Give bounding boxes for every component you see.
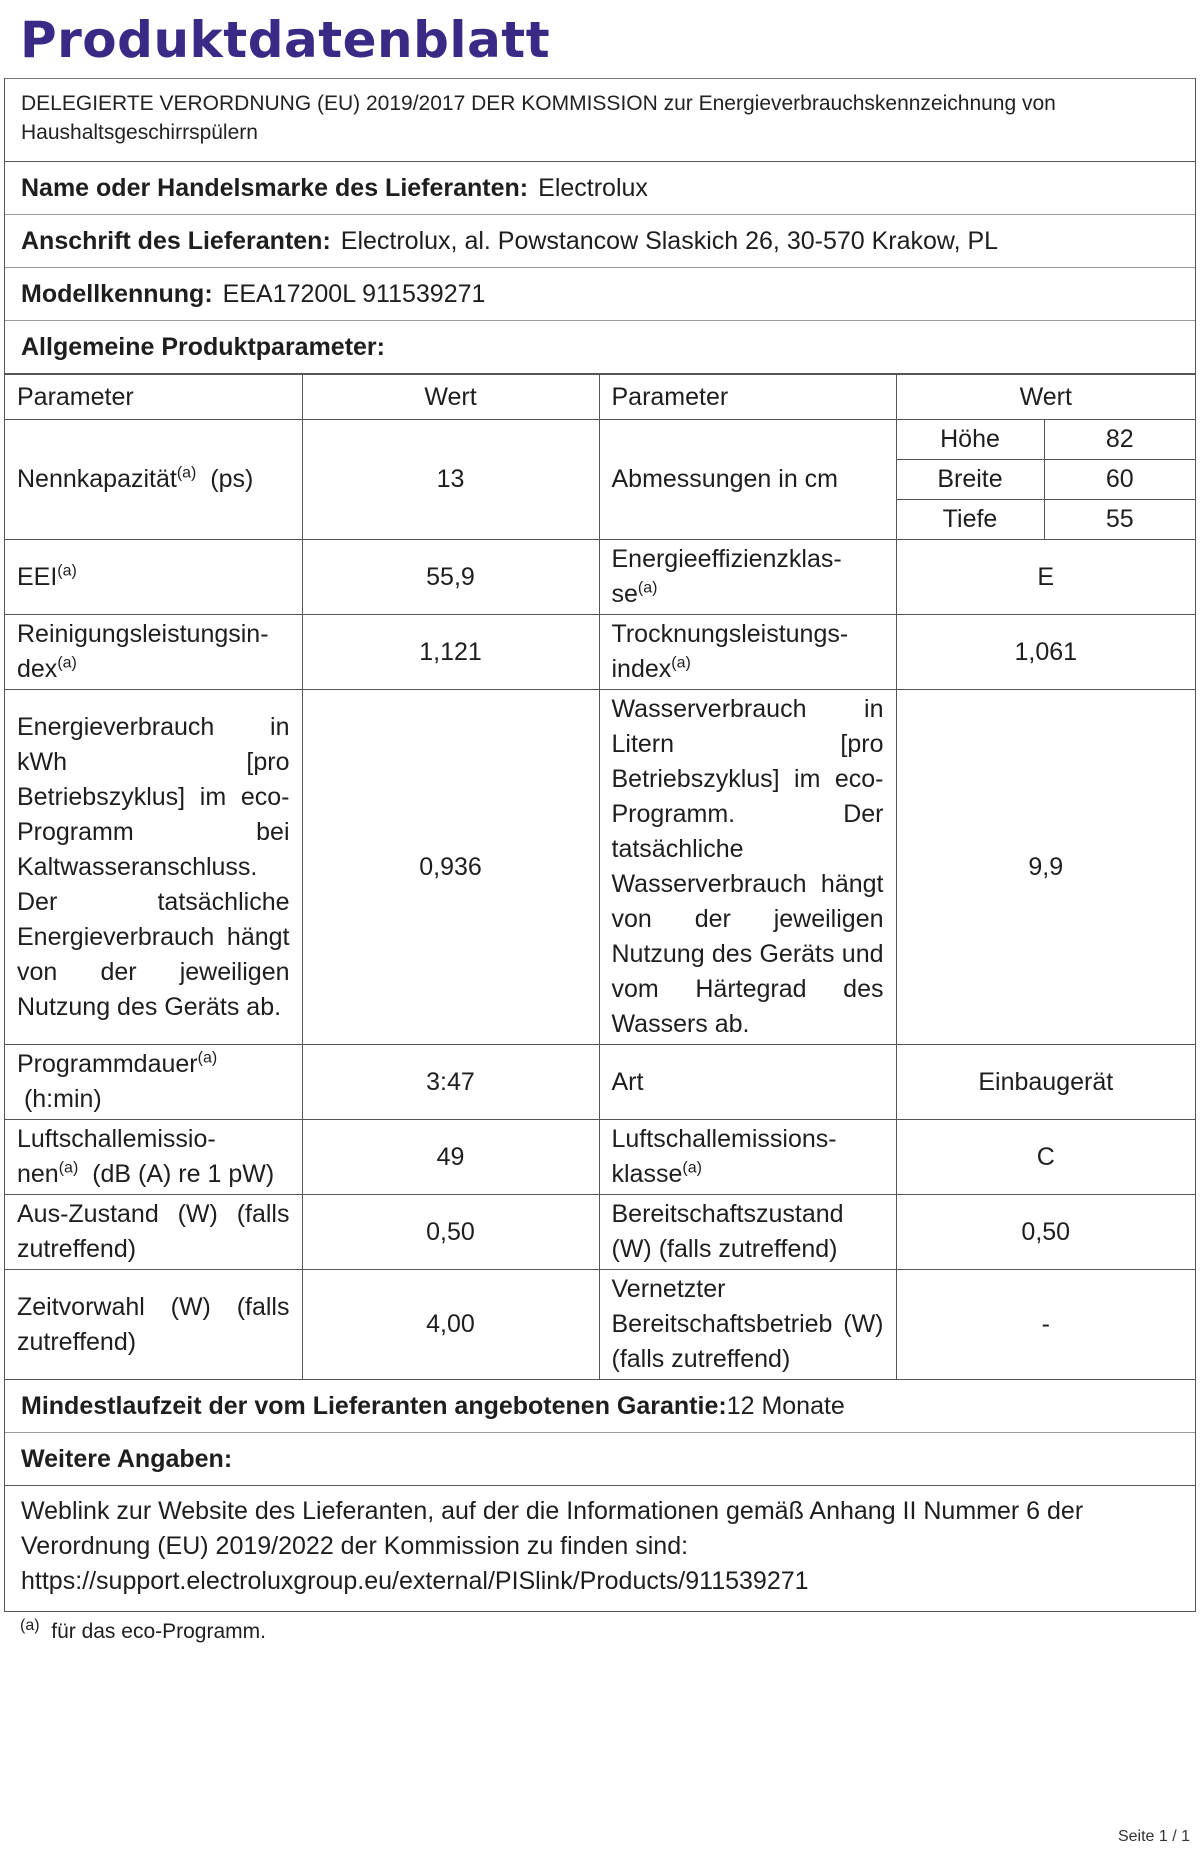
noise-class-label: Luftschallemissions- klasse$^{(a)}$: [599, 1120, 896, 1195]
drying-value: 1,061: [896, 615, 1195, 690]
general-params-row: [5, 321, 1195, 374]
energy-consumption-value: 0,936: [302, 690, 599, 1045]
general-params-label: Allgemeine Produktparameter:: [21, 333, 385, 361]
width-value: 60: [1044, 460, 1195, 500]
parameter-table: [5, 374, 1195, 1380]
networked-standby-value: -: [896, 1270, 1195, 1380]
table-row: [5, 690, 1195, 1045]
supplier-address-row: [5, 215, 1195, 268]
datasheet-box: [4, 78, 1196, 1612]
table-row: [5, 1270, 1195, 1380]
depth-label: Tiefe: [896, 500, 1044, 540]
cleaning-value: 1,121: [302, 615, 599, 690]
supplier-address-label: Anschrift des Lieferanten:: [21, 227, 331, 255]
table-row: [5, 540, 1195, 615]
water-consumption-value: 9,9: [896, 690, 1195, 1045]
noise-label: Luftschallemissio- nen$^{(a)}$ (dB (A) re 1 pW): [5, 1120, 302, 1195]
header-parameter-1: Parameter: [5, 375, 302, 420]
model-label: Modellkennung:: [21, 280, 213, 308]
table-row: [5, 615, 1195, 690]
standby-value: 0,50: [896, 1195, 1195, 1270]
networked-standby-label: Vernetzter Bereitschaftsbetrieb (W) (falls zutreffend): [599, 1270, 896, 1380]
table-row: [5, 1195, 1195, 1270]
warranty-value: 12 Monate: [726, 1392, 845, 1420]
header-value-1: Wert: [302, 375, 599, 420]
capacity-label: Nennkapazität$^{(a)}$ (ps): [5, 420, 302, 540]
energy-class-value: E: [896, 540, 1195, 615]
type-value: Einbaugerät: [896, 1045, 1195, 1120]
height-label: Höhe: [896, 420, 1044, 460]
header-parameter-2: Parameter: [599, 375, 896, 420]
off-mode-label: Aus-Zustand (W) (falls zutreffend): [5, 1195, 302, 1270]
width-label: Breite: [896, 460, 1044, 500]
further-info-label: Weitere Angaben:: [21, 1445, 233, 1473]
standby-label: Bereitschaftszustand (W) (falls zutreffend): [599, 1195, 896, 1270]
table-header-row: [5, 375, 1195, 420]
depth-value: 55: [1044, 500, 1195, 540]
duration-value: 3:47: [302, 1045, 599, 1120]
table-row: [5, 420, 1195, 460]
noise-value: 49: [302, 1120, 599, 1195]
supplier-name-row: [5, 162, 1195, 215]
footnote-marker: (a): [20, 1617, 40, 1634]
off-mode-value: 0,50: [302, 1195, 599, 1270]
regulation-text: DELEGIERTE VERORDNUNG (EU) 2019/2017 DER KOMMISSION zur Energieverbrauchskennzeichnung von Haushaltsgeschirrspülern: [5, 79, 1195, 162]
cleaning-label: Reinigungsleistungsin- dex$^{(a)}$: [5, 615, 302, 690]
weblink-text: Weblink zur Website des Lieferanten, auf der die Informationen gemäß Anhang II Nummer 6 der Verordnung (EU) 2019/2022 der Kommission zu finden sind: https://support.electroluxgroup.eu/external/PISlink/Products/911539271: [5, 1485, 1195, 1611]
water-consumption-label: Wasserverbrauch in Litern [pro Betriebszyklus] im eco-Programm. Der tatsächliche Wasserverbrauch hängt von der jeweiligen Nutzung des Geräts und vom Härtegrad des Wassers ab.: [599, 690, 896, 1045]
energy-class-label: Energieeffizienzklas- $se^{(a)}$: [599, 540, 896, 615]
type-label: Art: [599, 1045, 896, 1120]
delay-start-label: Zeitvorwahl (W) (falls zutreffend): [5, 1270, 302, 1380]
duration-label: Programmdauer$^{(a)}$ (h:min): [5, 1045, 302, 1120]
warranty-row: [5, 1380, 1195, 1433]
supplier-address-value: Electrolux, al. Powstancow Slaskich 26, 30-570 Krakow, PL: [340, 227, 999, 255]
header-value-2: Wert: [896, 375, 1195, 420]
footnote: [4, 1612, 1196, 1652]
height-value: 82: [1044, 420, 1195, 460]
further-info-row: [5, 1433, 1195, 1485]
table-row: [5, 1120, 1195, 1195]
page-title: Produktdatenblatt: [20, 11, 551, 69]
drying-label: Trocknungsleistungs- index$^{(a)}$: [599, 615, 896, 690]
product-datasheet: [4, 0, 1196, 1652]
noise-class-value: C: [896, 1120, 1195, 1195]
page-number: Seite 1 / 1: [1117, 1828, 1190, 1845]
dimensions-label: Abmessungen in cm: [599, 420, 896, 540]
supplier-name-value: Electrolux: [538, 174, 648, 202]
energy-consumption-label: Energieverbrauch in kWh [pro Betriebszyklus] im eco-Programm bei Kaltwasseranschluss. Der tatsächliche Energieverbrauch hängt von der jeweiligen Nutzung des Geräts ab.: [5, 690, 302, 1045]
model-value: EEA17200L 911539271: [222, 280, 486, 308]
capacity-value: 13: [302, 420, 599, 540]
table-row: [5, 1045, 1195, 1120]
delay-start-value: 4,00: [302, 1270, 599, 1380]
eei-label: EEI$^{(a)}$: [5, 540, 302, 615]
supplier-name-label: Name oder Handelsmarke des Lieferanten:: [21, 174, 529, 202]
warranty-label: Mindestlaufzeit der vom Lieferanten angebotenen Garantie:: [21, 1392, 727, 1420]
model-row: [5, 268, 1195, 321]
eei-value: 55,9: [302, 540, 599, 615]
footnote-text: für das eco-Programm.: [51, 1620, 266, 1643]
